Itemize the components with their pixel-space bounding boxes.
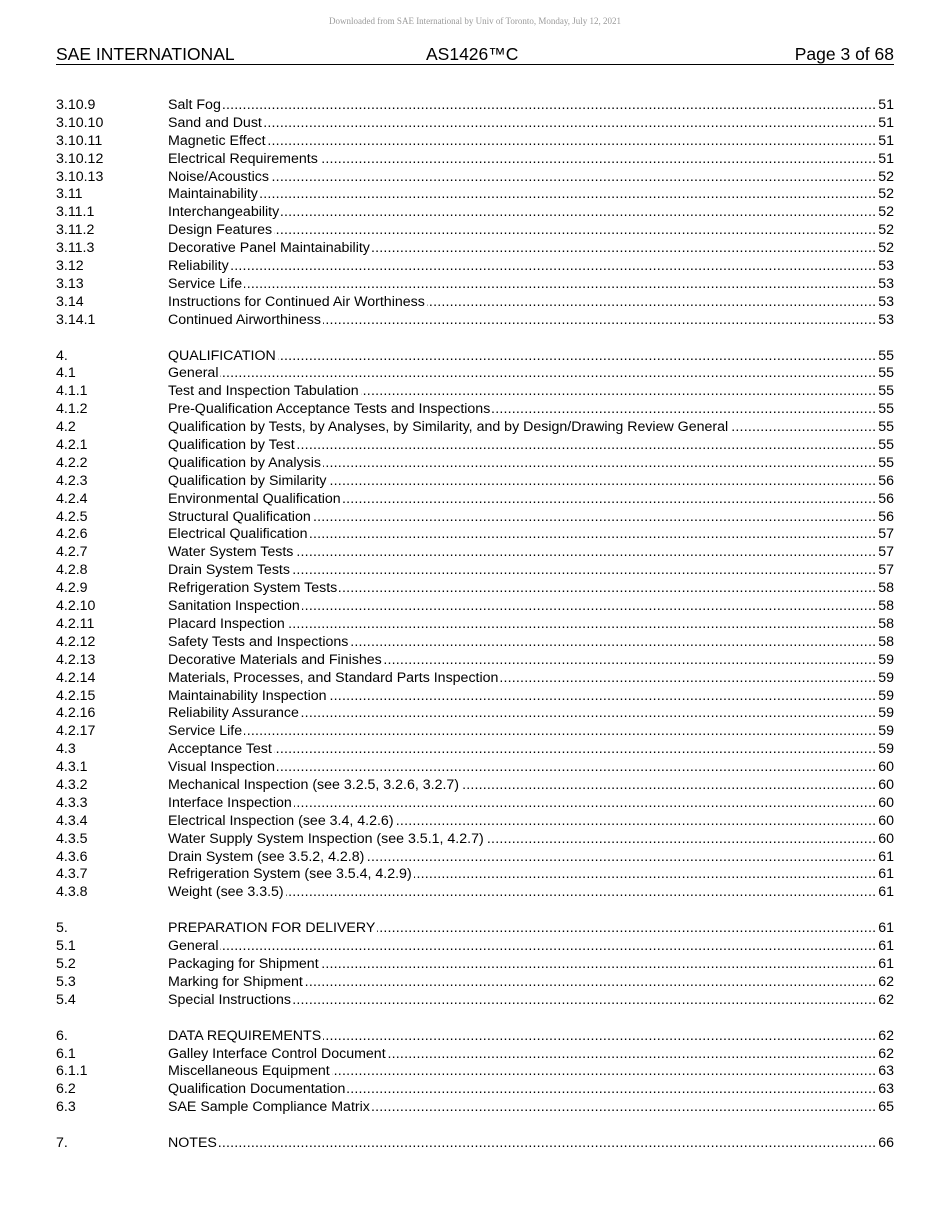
toc-entry-title: Qualification by Similarity bbox=[168, 472, 327, 489]
toc-entry-number: 4.3.5 bbox=[56, 830, 88, 847]
toc-entry[interactable] bbox=[56, 669, 894, 688]
toc-entry-title: Galley Interface Control Document bbox=[168, 1045, 386, 1062]
toc-entry-number: 6.1.1 bbox=[56, 1063, 88, 1080]
toc-entry-number: 4.2.14 bbox=[56, 669, 96, 686]
toc-entry-title: Service Life bbox=[168, 275, 243, 292]
toc-entry-leader bbox=[168, 813, 881, 831]
toc-entry[interactable] bbox=[56, 687, 894, 706]
toc-entry-number: 4.2.12 bbox=[56, 633, 96, 650]
toc-section bbox=[56, 347, 894, 903]
toc-entry-page: 51 bbox=[878, 97, 894, 113]
toc-entry-page: 52 bbox=[878, 222, 894, 239]
toc-entry-page: 62 bbox=[878, 991, 894, 1008]
toc-entry-title: Reliability bbox=[168, 258, 229, 275]
toc-entry-number: 5.2 bbox=[56, 955, 76, 972]
toc-section bbox=[56, 1135, 894, 1153]
toc-entry[interactable] bbox=[56, 365, 894, 383]
toc-entry-leader bbox=[168, 97, 881, 115]
toc-entry-title: Maintainability bbox=[168, 186, 258, 203]
toc-entry-leader bbox=[168, 365, 881, 383]
toc-entry-leader bbox=[168, 115, 881, 133]
toc-entry-leader bbox=[168, 437, 881, 455]
toc-entry-leader bbox=[168, 1063, 881, 1081]
toc-entry-page: 61 bbox=[878, 955, 894, 972]
toc-entry-leader bbox=[168, 544, 881, 562]
toc-entry-page: 62 bbox=[878, 973, 894, 990]
toc-entry-page: 55 bbox=[878, 437, 894, 454]
toc-entry[interactable] bbox=[56, 383, 894, 401]
toc-entry[interactable] bbox=[56, 1045, 894, 1064]
toc-entry-number: 5.3 bbox=[56, 973, 76, 990]
toc-entry-leader bbox=[168, 1135, 881, 1153]
toc-entry-title: Qualification Documentation bbox=[168, 1081, 346, 1098]
toc-entry-number: 3.11.1 bbox=[56, 204, 95, 221]
toc-entry-leader bbox=[168, 598, 881, 616]
toc-entry-title: Refrigeration System (see 3.5.4, 4.2.9) bbox=[168, 866, 412, 883]
toc-entry-title: Magnetic Effect bbox=[168, 132, 266, 149]
toc-entry-number: 4.2.13 bbox=[56, 651, 96, 668]
toc-entry-page: 58 bbox=[878, 633, 894, 650]
toc-entry-title: NOTES bbox=[168, 1135, 217, 1152]
toc-entry-page: 59 bbox=[878, 723, 894, 740]
toc-entry-page: 55 bbox=[878, 347, 894, 364]
toc-entry-page: 63 bbox=[878, 1063, 894, 1080]
toc-entry[interactable] bbox=[56, 651, 894, 670]
toc-entry-number: 3.10.10 bbox=[56, 114, 104, 131]
toc-entry-number: 4.2.10 bbox=[56, 598, 96, 615]
toc-entry[interactable] bbox=[56, 490, 894, 509]
toc-entry[interactable] bbox=[56, 938, 894, 956]
toc-entry-title: Sanitation Inspection bbox=[168, 598, 300, 615]
toc-entry-leader bbox=[168, 956, 881, 974]
toc-entry-leader bbox=[168, 204, 881, 222]
toc-section bbox=[56, 97, 894, 330]
page-header bbox=[56, 44, 894, 65]
toc-entry-title: QUALIFICATION bbox=[168, 347, 276, 364]
toc-entry-title: Visual Inspection bbox=[168, 759, 276, 776]
header-organization: SAE INTERNATIONAL bbox=[56, 44, 235, 64]
toc-entry-leader bbox=[168, 849, 881, 867]
toc-entry-number: 3.10.12 bbox=[56, 150, 104, 167]
toc-entry-leader bbox=[168, 884, 881, 902]
toc-entry[interactable] bbox=[56, 150, 894, 169]
toc-entry-page: 53 bbox=[878, 293, 894, 310]
toc-section bbox=[56, 920, 894, 1009]
toc-entry[interactable] bbox=[56, 347, 894, 366]
toc-entry[interactable] bbox=[56, 544, 894, 562]
toc-entry-leader bbox=[168, 634, 881, 652]
toc-entry-title: Decorative Panel Maintainability bbox=[168, 240, 370, 257]
toc-entry-page: 61 bbox=[878, 920, 894, 937]
toc-entry[interactable] bbox=[56, 222, 894, 240]
toc-entry[interactable] bbox=[56, 240, 894, 258]
toc-entry[interactable] bbox=[56, 973, 894, 992]
toc-entry-title: Service Life bbox=[168, 723, 243, 740]
toc-entry-number: 4.3.4 bbox=[56, 812, 88, 829]
toc-entry[interactable] bbox=[56, 615, 894, 634]
toc-entry-leader bbox=[168, 992, 881, 1010]
toc-entry-title: Interface Inspection bbox=[168, 794, 292, 811]
toc-entry-title: Water Supply System Inspection (see 3.5.1, 4.2.7) bbox=[168, 830, 484, 847]
toc-entry[interactable] bbox=[56, 1027, 894, 1046]
toc-entry[interactable] bbox=[56, 884, 894, 902]
toc-entry-number: 5.4 bbox=[56, 991, 76, 1008]
toc-entry-title: Maintainability Inspection bbox=[168, 687, 327, 704]
toc-entry-leader bbox=[168, 348, 881, 366]
toc-entry[interactable] bbox=[56, 132, 894, 151]
toc-entry-leader bbox=[168, 1028, 881, 1046]
toc-entry-leader bbox=[168, 455, 881, 473]
toc-entry-title: DATA REQUIREMENTS bbox=[168, 1027, 322, 1044]
toc-entry-leader bbox=[168, 616, 881, 634]
toc-entry-page: 61 bbox=[878, 848, 894, 865]
toc-entry-leader bbox=[168, 741, 881, 759]
toc-entry-leader bbox=[168, 294, 881, 312]
toc-entry-leader bbox=[168, 276, 881, 294]
toc-entry[interactable] bbox=[56, 508, 894, 527]
toc-entry[interactable] bbox=[56, 633, 894, 652]
toc-entry-title: Water System Tests bbox=[168, 544, 294, 561]
toc-entry-number: 3.12 bbox=[56, 258, 84, 275]
toc-entry-leader bbox=[168, 419, 881, 437]
toc-entry-page: 58 bbox=[878, 615, 894, 632]
toc-entry-leader bbox=[168, 831, 881, 849]
toc-entry-page: 52 bbox=[878, 168, 894, 185]
toc-entry-title: Special Instructions bbox=[168, 991, 292, 1008]
toc-entry-page: 52 bbox=[878, 186, 894, 203]
toc-entry[interactable] bbox=[56, 920, 894, 938]
header-page-number: Page 3 of 68 bbox=[794, 44, 894, 64]
table-of-contents bbox=[56, 97, 894, 1171]
toc-entry[interactable] bbox=[56, 186, 894, 204]
header-document-id: AS1426™C bbox=[426, 44, 519, 64]
toc-entry[interactable] bbox=[56, 311, 894, 330]
toc-entry-number: 4.3.1 bbox=[56, 759, 88, 776]
toc-entry-leader bbox=[168, 938, 881, 956]
toc-entry-title: Marking for Shipment bbox=[168, 973, 303, 990]
toc-entry-number: 4.3.8 bbox=[56, 884, 88, 901]
toc-entry-number: 4.2.5 bbox=[56, 508, 88, 525]
toc-entry[interactable] bbox=[56, 723, 894, 741]
toc-entry-title: Safety Tests and Inspections bbox=[168, 633, 349, 650]
toc-entry-leader bbox=[168, 258, 881, 276]
toc-entry-leader bbox=[168, 169, 881, 187]
toc-entry-page: 57 bbox=[878, 562, 894, 579]
toc-entry[interactable] bbox=[56, 794, 894, 813]
toc-entry[interactable] bbox=[56, 776, 894, 795]
toc-entry-page: 58 bbox=[878, 580, 894, 597]
toc-entry-number: 4.2.15 bbox=[56, 687, 96, 704]
toc-entry-page: 55 bbox=[878, 383, 894, 400]
toc-entry[interactable] bbox=[56, 1063, 894, 1081]
toc-entry-leader bbox=[168, 759, 881, 777]
toc-entry-page: 51 bbox=[878, 114, 894, 131]
toc-entry-number: 4.2.3 bbox=[56, 472, 88, 489]
toc-entry-page: 61 bbox=[878, 866, 894, 883]
toc-entry-title: Electrical Qualification bbox=[168, 526, 308, 543]
toc-entry-leader bbox=[168, 133, 881, 151]
toc-entry-title: Drain System (see 3.5.2, 4.2.8) bbox=[168, 848, 365, 865]
toc-entry-page: 59 bbox=[878, 651, 894, 668]
toc-entry-number: 4.2.4 bbox=[56, 490, 88, 507]
toc-entry-number: 4.3.2 bbox=[56, 776, 88, 793]
toc-entry-title: Continued Airworthiness bbox=[168, 311, 321, 328]
toc-entry[interactable] bbox=[56, 114, 894, 133]
toc-entry-title: Noise/Acoustics bbox=[168, 168, 269, 185]
toc-entry-leader bbox=[168, 688, 881, 706]
toc-entry-page: 51 bbox=[878, 132, 894, 149]
toc-entry-title: Environmental Qualification bbox=[168, 490, 341, 507]
toc-entry-page: 61 bbox=[878, 938, 894, 955]
toc-entry[interactable] bbox=[56, 848, 894, 867]
toc-entry-title: Qualification by Tests, by Analyses, by Similarity, and by Design/Drawing Review General bbox=[168, 419, 729, 436]
toc-entry-page: 56 bbox=[878, 490, 894, 507]
toc-entry-page: 55 bbox=[878, 365, 894, 382]
toc-entry-leader bbox=[168, 240, 881, 258]
toc-entry-title: Structural Qualification bbox=[168, 508, 311, 525]
toc-entry-title: Qualification by Test bbox=[168, 437, 295, 454]
toc-entry-number: 4.2.1 bbox=[56, 437, 88, 454]
toc-entry-page: 58 bbox=[878, 598, 894, 615]
toc-entry-page: 59 bbox=[878, 705, 894, 722]
toc-entry[interactable] bbox=[56, 204, 894, 222]
toc-entry-leader bbox=[168, 383, 881, 401]
toc-entry-page: 61 bbox=[878, 884, 894, 901]
toc-section bbox=[56, 1027, 894, 1117]
toc-entry-page: 56 bbox=[878, 508, 894, 525]
toc-entry-title: Pre-Qualification Acceptance Tests and Inspections bbox=[168, 401, 491, 418]
toc-entry[interactable] bbox=[56, 1135, 894, 1153]
toc-entry-number: 3.10.9 bbox=[56, 97, 96, 113]
toc-entry[interactable] bbox=[56, 991, 894, 1010]
toc-entry-number: 4.2.2 bbox=[56, 454, 88, 471]
toc-entry-title: Packaging for Shipment bbox=[168, 955, 319, 972]
toc-entry-title: Sand and Dust bbox=[168, 114, 262, 131]
toc-entry-page: 62 bbox=[878, 1027, 894, 1044]
toc-entry[interactable] bbox=[56, 258, 894, 276]
toc-entry-leader bbox=[168, 491, 881, 509]
toc-entry-leader bbox=[168, 866, 881, 884]
toc-entry-number: 3.10.11 bbox=[56, 132, 103, 149]
toc-entry[interactable] bbox=[56, 812, 894, 831]
toc-entry-number: 3.11.3 bbox=[56, 240, 95, 257]
toc-entry-leader bbox=[168, 222, 881, 240]
toc-entry-page: 53 bbox=[878, 258, 894, 275]
toc-entry-page: 52 bbox=[878, 240, 894, 257]
toc-entry-leader bbox=[168, 795, 881, 813]
toc-entry-leader bbox=[168, 473, 881, 491]
toc-entry-title: General bbox=[168, 938, 219, 955]
toc-entry-number: 3.10.13 bbox=[56, 168, 104, 185]
toc-entry[interactable] bbox=[56, 401, 894, 419]
toc-entry-title: General bbox=[168, 365, 219, 382]
toc-entry-number: 4.2.7 bbox=[56, 544, 88, 561]
toc-entry-page: 55 bbox=[878, 401, 894, 418]
toc-entry-page: 60 bbox=[878, 830, 894, 847]
toc-entry-number: 3.14 bbox=[56, 293, 84, 310]
toc-entry-page: 51 bbox=[878, 150, 894, 167]
toc-entry[interactable] bbox=[56, 759, 894, 777]
toc-entry-number: 4.3.7 bbox=[56, 866, 88, 883]
toc-entry-number: 4.2 bbox=[56, 419, 76, 436]
toc-entry-leader bbox=[168, 705, 881, 723]
toc-entry-number: 5. bbox=[56, 920, 68, 937]
toc-entry-number: 4.3 bbox=[56, 741, 76, 758]
toc-entry-leader bbox=[168, 670, 881, 688]
toc-entry[interactable] bbox=[56, 168, 894, 187]
toc-entry-title: SAE Sample Compliance Matrix bbox=[168, 1099, 370, 1116]
toc-entry-number: 6. bbox=[56, 1027, 68, 1044]
toc-entry[interactable] bbox=[56, 705, 894, 723]
toc-entry-page: 60 bbox=[878, 812, 894, 829]
toc-entry[interactable] bbox=[56, 598, 894, 616]
toc-entry-page: 65 bbox=[878, 1099, 894, 1116]
toc-entry-page: 59 bbox=[878, 741, 894, 758]
toc-entry-title: Drain System Tests bbox=[168, 562, 290, 579]
toc-entry-page: 63 bbox=[878, 1081, 894, 1098]
toc-entry-title: Salt Fog bbox=[168, 97, 221, 113]
toc-entry-leader bbox=[168, 1081, 881, 1099]
toc-entry-title: Test and Inspection Tabulation bbox=[168, 383, 359, 400]
toc-entry-page: 60 bbox=[878, 794, 894, 811]
toc-entry-leader bbox=[168, 401, 881, 419]
toc-entry-page: 57 bbox=[878, 544, 894, 561]
toc-entry-leader bbox=[168, 509, 881, 527]
toc-entry[interactable] bbox=[56, 526, 894, 544]
toc-entry-leader bbox=[168, 312, 881, 330]
toc-entry-number: 6.1 bbox=[56, 1045, 76, 1062]
toc-entry[interactable] bbox=[56, 97, 894, 115]
toc-entry-page: 55 bbox=[878, 419, 894, 436]
toc-entry-title: Decorative Materials and Finishes bbox=[168, 651, 382, 668]
toc-entry-page: 60 bbox=[878, 759, 894, 776]
toc-entry[interactable] bbox=[56, 1081, 894, 1099]
toc-entry[interactable] bbox=[56, 1099, 894, 1117]
toc-entry-title: Materials, Processes, and Standard Parts Inspection bbox=[168, 669, 499, 686]
toc-entry-leader bbox=[168, 652, 881, 670]
toc-entry-number: 4. bbox=[56, 347, 68, 364]
toc-entry-number: 4.3.3 bbox=[56, 794, 88, 811]
toc-entry-leader bbox=[168, 580, 881, 598]
toc-entry-number: 3.11 bbox=[56, 186, 83, 203]
toc-entry-leader bbox=[168, 526, 881, 544]
toc-entry-number: 4.1.2 bbox=[56, 401, 88, 418]
toc-entry[interactable] bbox=[56, 472, 894, 491]
toc-entry-number: 6.2 bbox=[56, 1081, 76, 1098]
toc-entry[interactable] bbox=[56, 293, 894, 312]
toc-entry-leader bbox=[168, 1099, 881, 1117]
toc-entry-leader bbox=[168, 186, 881, 204]
toc-entry[interactable] bbox=[56, 454, 894, 473]
toc-entry[interactable] bbox=[56, 437, 894, 455]
toc-entry[interactable] bbox=[56, 866, 894, 884]
download-watermark: Downloaded from SAE International by Univ of Toronto, Monday, July 12, 2021 bbox=[328, 16, 622, 26]
toc-entry[interactable] bbox=[56, 741, 894, 759]
toc-entry-page: 59 bbox=[878, 687, 894, 704]
toc-entry-number: 4.2.17 bbox=[56, 723, 96, 740]
toc-entry-title: Miscellaneous Equipment bbox=[168, 1063, 330, 1080]
toc-entry-title: Electrical Inspection (see 3.4, 4.2.6) bbox=[168, 812, 394, 829]
toc-entry-title: Qualification by Analysis bbox=[168, 454, 321, 471]
toc-entry-title: Refrigeration System Tests bbox=[168, 580, 338, 597]
toc-entry-page: 60 bbox=[878, 776, 894, 793]
toc-entry-page: 66 bbox=[878, 1135, 894, 1152]
toc-entry[interactable] bbox=[56, 580, 894, 598]
toc-entry-title: Design Features bbox=[168, 222, 273, 239]
toc-entry-number: 7. bbox=[56, 1135, 68, 1152]
toc-entry[interactable] bbox=[56, 830, 894, 849]
toc-entry-page: 55 bbox=[878, 454, 894, 471]
toc-entry-number: 4.2.8 bbox=[56, 562, 88, 579]
toc-entry-leader bbox=[168, 777, 881, 795]
toc-entry-page: 53 bbox=[878, 275, 894, 292]
toc-entry-page: 62 bbox=[878, 1045, 894, 1062]
toc-entry-title: Mechanical Inspection (see 3.2.5, 3.2.6, 3.2.7) bbox=[168, 776, 460, 793]
toc-entry-number: 6.3 bbox=[56, 1099, 76, 1116]
toc-entry-page: 59 bbox=[878, 669, 894, 686]
toc-entry-number: 4.2.9 bbox=[56, 580, 88, 597]
toc-entry-leader bbox=[168, 562, 881, 580]
toc-entry-page: 57 bbox=[878, 526, 894, 543]
toc-entry[interactable] bbox=[56, 562, 894, 580]
toc-entry-title: Instructions for Continued Air Worthiness bbox=[168, 293, 425, 310]
toc-entry-number: 4.2.11 bbox=[56, 615, 95, 632]
toc-entry-number: 3.14.1 bbox=[56, 311, 96, 328]
toc-entry-leader bbox=[168, 151, 881, 169]
toc-entry-number: 4.3.6 bbox=[56, 848, 88, 865]
toc-entry-number: 3.13 bbox=[56, 275, 84, 292]
toc-entry-title: Electrical Requirements bbox=[168, 150, 318, 167]
toc-entry-number: 3.11.2 bbox=[56, 222, 95, 239]
toc-entry[interactable] bbox=[56, 275, 894, 294]
toc-entry-page: 52 bbox=[878, 204, 894, 221]
toc-entry-title: Placard Inspection bbox=[168, 615, 285, 632]
toc-entry-number: 4.1 bbox=[56, 365, 76, 382]
toc-entry-title: Interchangeability bbox=[168, 204, 280, 221]
toc-entry[interactable] bbox=[56, 419, 894, 437]
toc-entry-title: PREPARATION FOR DELIVERY bbox=[168, 920, 376, 937]
toc-entry-page: 56 bbox=[878, 472, 894, 489]
toc-entry-number: 5.1 bbox=[56, 938, 76, 955]
toc-entry-number: 4.2.6 bbox=[56, 526, 88, 543]
toc-entry-leader bbox=[168, 723, 881, 741]
toc-entry-leader bbox=[168, 920, 881, 938]
toc-entry-leader bbox=[168, 974, 881, 992]
toc-entry-page: 53 bbox=[878, 311, 894, 328]
toc-entry-title: Weight (see 3.3.5) bbox=[168, 884, 284, 901]
toc-entry-title: Reliability Assurance bbox=[168, 705, 299, 722]
toc-entry-leader bbox=[168, 1046, 881, 1064]
toc-entry-title: Acceptance Test bbox=[168, 741, 272, 758]
toc-entry-number: 4.1.1 bbox=[56, 383, 88, 400]
toc-entry[interactable] bbox=[56, 955, 894, 974]
toc-entry-number: 4.2.16 bbox=[56, 705, 96, 722]
